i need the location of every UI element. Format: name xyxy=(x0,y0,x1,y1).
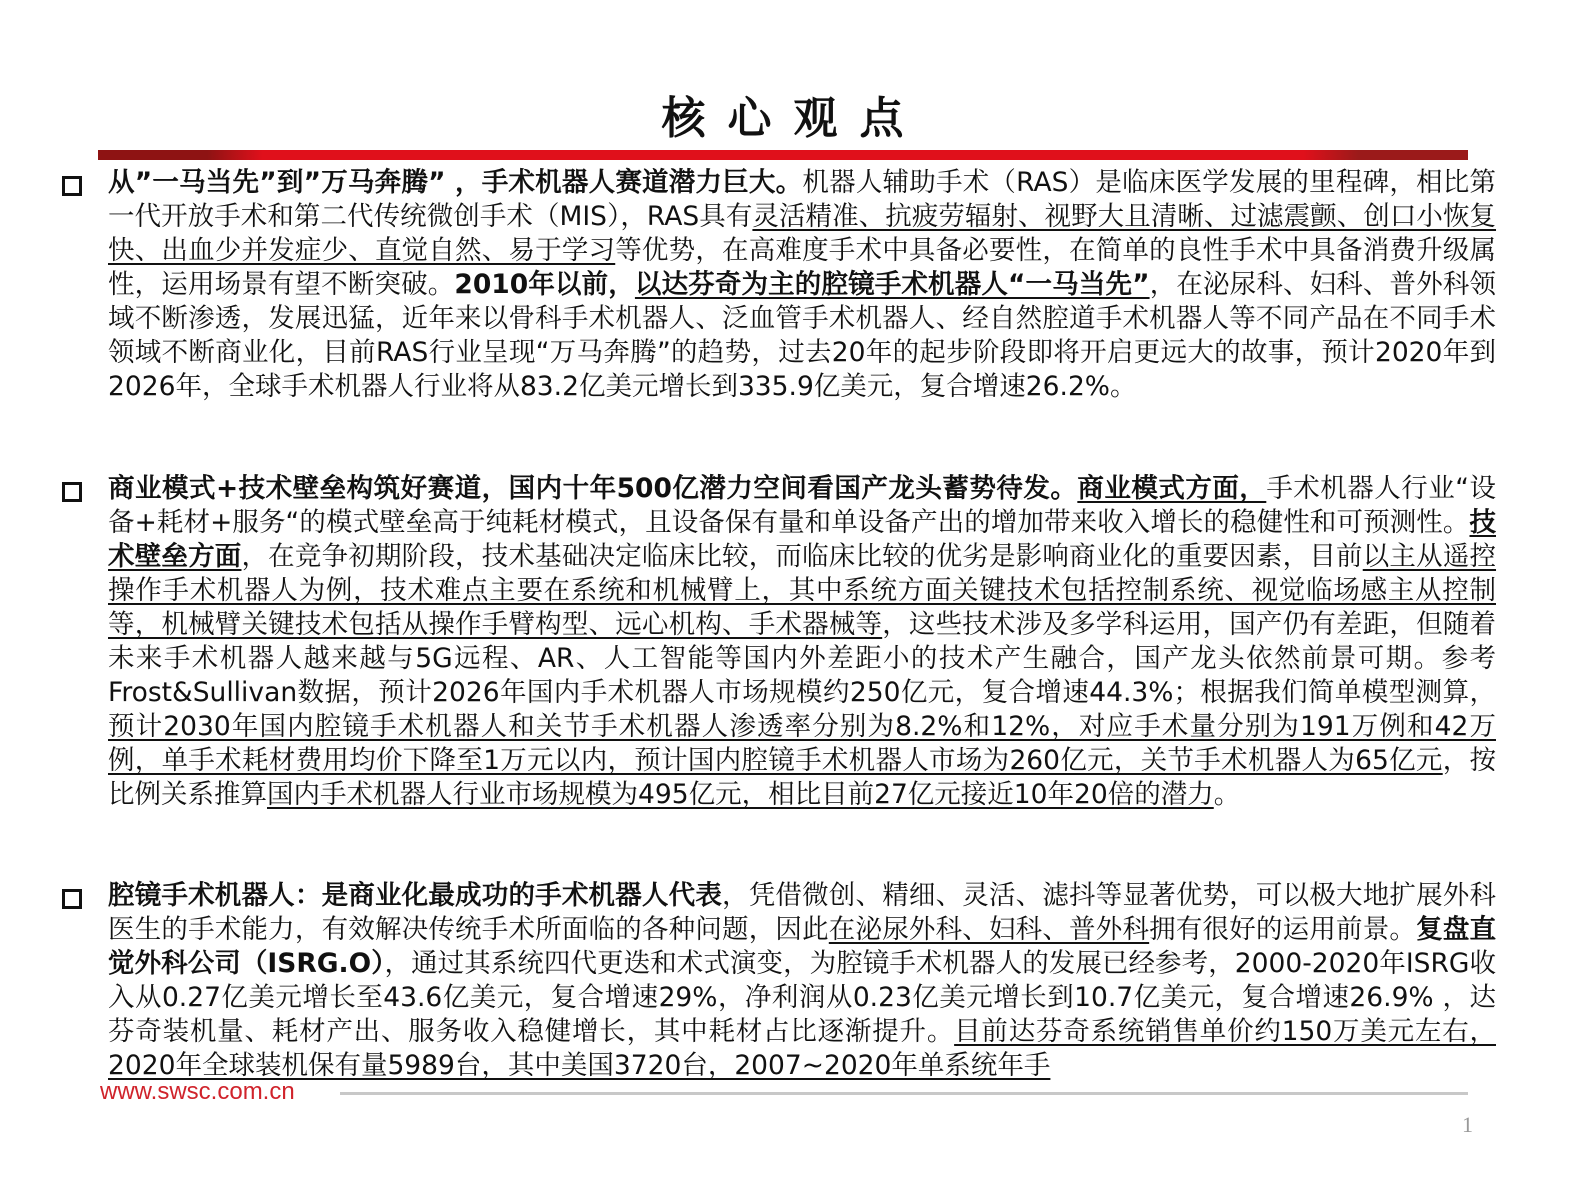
text-segment: 等优势，在高难度手术中具备必要性，在简单的良性手术中具备消费升级属性，运用场景有望不断突破。 xyxy=(108,235,1497,300)
key-point-paragraph xyxy=(108,472,1496,812)
key-points-body xyxy=(0,166,1587,1082)
text-segment: ，在泌尿科、妇科、普外科领域不断渗透，发展迅猛，近年来以骨科手术机器人、泛血管手术机器人、经自然腔道手术机器人等不同产品在不同手术领域不断商业化，目前RAS行业呈现“万马奔腾”的趋势，过去20年的起步阶段即将开启更远大的故事，预计2020年到2026年，全球手术机器人行业将从83.2亿美元增长到335.9亿美元，复合增速26.2%。 xyxy=(108,269,1496,402)
bold-text-segment: 商业模式方面， xyxy=(1077,473,1267,504)
underlined-text-segment: 灵活精准、抗疲劳辐射、视野大且清晰、过滤震颤、创口小恢复快、出血少并发症少、直觉自然、易于学习 xyxy=(108,201,1497,266)
underlined-text-segment: 国内手术机器人行业市场规模为495亿元，相比目前27亿元接近10年20倍的潜力 xyxy=(267,779,1214,810)
text-segment: 。 xyxy=(1213,779,1241,810)
title-divider-bar xyxy=(98,150,1468,160)
text-segment: 拥有很好的运用前景。 xyxy=(1149,914,1417,945)
key-point-paragraph xyxy=(108,166,1496,404)
bold-text-segment: 商业模式+技术壁垒构筑好赛道，国内十年500亿潜力空间看国产龙头蓄势待发。 xyxy=(108,473,1078,504)
bold-text-segment: 腔镜手术机器人：是商业化最成功的手术机器人代表 xyxy=(108,880,723,911)
text-segment: ，通过其系统四代更迭和术式演变，为腔镜手术机器人的发展已经参考，2000-2020年ISRG收入从0.27亿美元增长至43.6亿美元，复合增速29%，净利润从0.23亿美元增长到10.7亿美元，复合增速26.9% ，达芬奇装机量、耗材产出、服务收入稳健增长，其中耗材占比逐渐提升。 xyxy=(108,948,1496,1047)
footer-website-link[interactable]: www.swsc.com.cn xyxy=(100,1078,295,1105)
text-segment: ，按比例关系推算 xyxy=(108,745,1497,810)
text-segment: 手术机器人行业“设备+耗材+服务“的模式壁垒高于纯耗材模式，且设备保有量和单设备产出的增加带来收入增长的稳健性和可预测性。 xyxy=(108,473,1496,538)
page-title: 核心观点 xyxy=(661,93,926,144)
text-segment: ，凭借微创、精细、灵活、滤抖等显著优势，可以极大地扩展外科医生的手术能力，有效解决传统手术所面临的各种问题，因此 xyxy=(108,880,1497,945)
bullet-square-icon xyxy=(62,176,82,196)
bullet-square-icon xyxy=(62,889,82,909)
underlined-text-segment: 在泌尿外科、妇科、普外科 xyxy=(828,914,1150,945)
underlined-text-segment: 以主从遥控操作手术机器人为例，技术难点主要在系统和机械臂上，其中系统方面关键技术包括控制系统、视觉临场感主从控制等，机械臂关键技术包括从操作手臂构型、远心机构、手术器械等 xyxy=(108,541,1497,640)
text-segment: 机器人辅助手术（RAS）是临床医学发展的里程碑，相比第一代开放手术和第二代传统微创手术（MIS），RAS具有 xyxy=(108,167,1496,232)
bold-text-segment: 从”一马当先”到”万马奔腾” ，手术机器人赛道潜力巨大。 xyxy=(108,167,803,198)
underlined-text-segment: 目前达芬奇系统销售单价约150万美元左右，2020年全球装机保有量5989台，其中美国3720台，2007~2020年单系统年手 xyxy=(108,1016,1496,1081)
text-segment: ，在竞争初期阶段，技术基础决定临床比较，而临床比较的优劣是影响商业化的重要因素，目前 xyxy=(241,541,1363,572)
bold-text-segment: 复盘直觉外科公司（ISRG.O） xyxy=(108,914,1497,979)
footer-divider xyxy=(340,1092,1468,1095)
underlined-text-segment: 预计2030年国内腔镜手术机器人和关节手术机器人渗透率分别为8.2%和12%，对应手术量分别为191万例和42万例，单手术耗材费用均价下降至1万元以内，预计国内腔镜手术机器人市场为260亿元，关节手术机器人为65亿元 xyxy=(108,711,1496,776)
bullet-square-icon xyxy=(62,482,82,502)
key-point-paragraph xyxy=(108,879,1496,1082)
page-number: 1 xyxy=(1462,1112,1473,1137)
bold-text-segment: 以达芬奇为主的腔镜手术机器人“一马当先” xyxy=(634,269,1150,300)
text-segment: ，这些技术涉及多学科运用，国产仍有差距，但随着未来手术机器人越来越与5G远程、AR、人工智能等国内外差距小的技术产生融合，国产龙头依然前景可期。参考Frost&Sullivan数据，预计2026年国内手术机器人市场规模约250亿元，复合增速44.3%；根据我们简单模型测算， xyxy=(108,609,1497,708)
bold-text-segment: 2010年以前， xyxy=(454,269,635,300)
bold-text-segment: 技术壁垒方面 xyxy=(108,507,1496,572)
